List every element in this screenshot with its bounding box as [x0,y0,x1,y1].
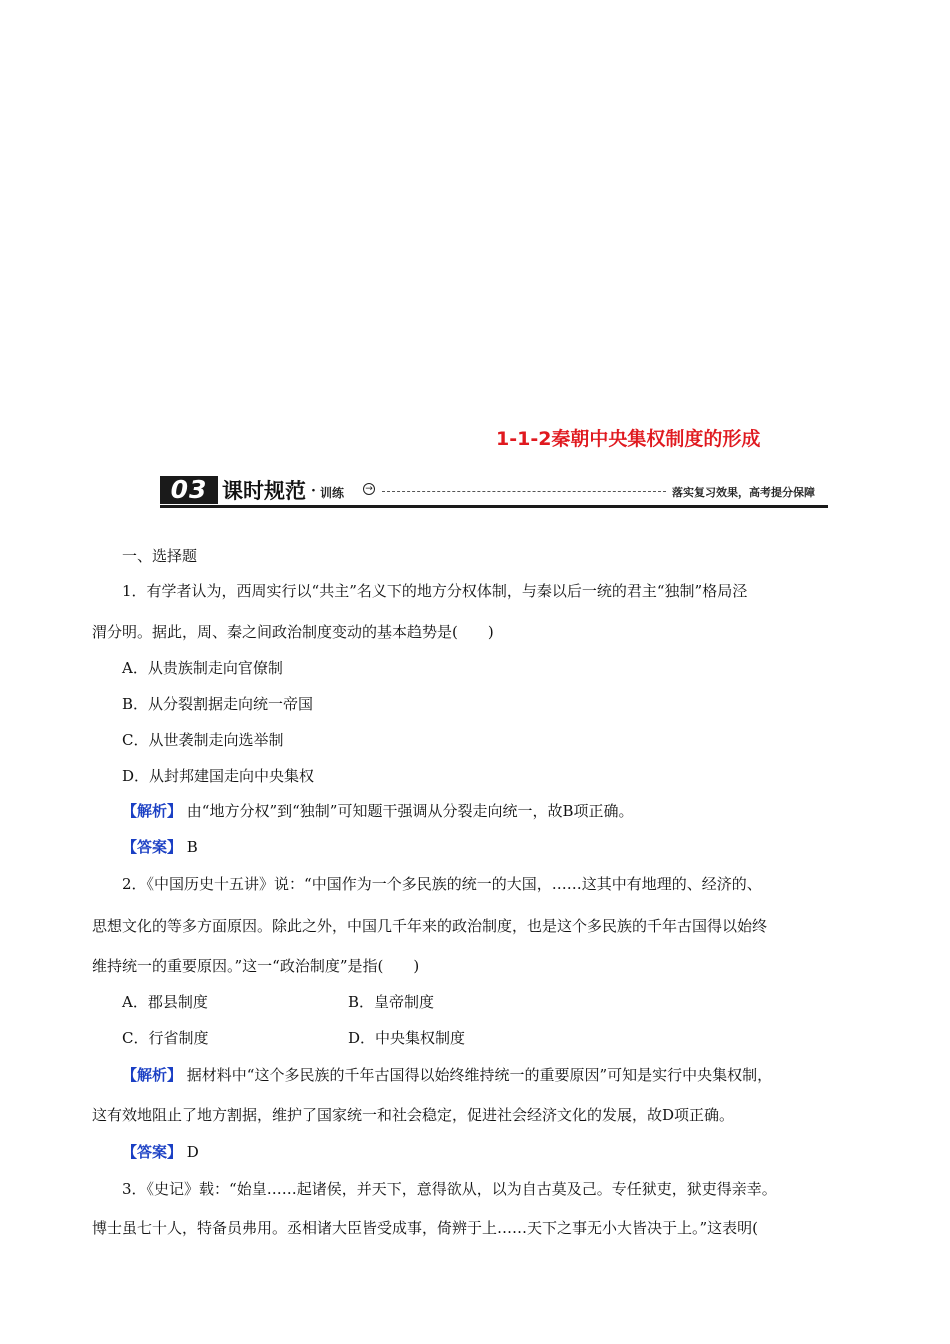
q1-stem-line2: 渭分明。据此，周、秦之间政治制度变动的基本趋势是( ) [92,623,494,641]
banner-slogan: 落实复习效果，高考提分保障 [672,486,815,499]
answer-tag: 【答案】 [122,838,183,856]
answer-tag: 【答案】 [122,1143,183,1161]
q1-answer [122,837,198,857]
q2-analysis-text: 据材料中“这个多民族的千年古国得以始终维持统一的重要原因”可知是实行中央集权制， [186,1066,773,1084]
q2-stem-line2: 思想文化的等多方面原因。除此之外，中国几千年来的政治制度，也是这个多民族的千年古国得以始终 [92,917,768,935]
banner-dashed-line [382,491,666,492]
q1-option-a: A．从贵族制走向官僚制 [122,659,283,677]
q1-analysis [122,801,634,821]
q2-option-d: D．中央集权制度 [348,1029,466,1047]
q2-stem-line1: 2．《中国历史十五讲》说：“中国作为一个多民族的统一的大国，……这其中有地理的、经济的、 [122,875,762,893]
q2-option-a: A．郡县制度 [122,993,208,1011]
q2-answer-text: D [186,1143,199,1161]
q2-analysis-line2: 这有效地阻止了地方割据，维护了国家统一和社会稳定，促进社会经济文化的发展，故D项正确。 [92,1106,735,1124]
q1-option-d: D．从封邦建国走向中央集权 [122,767,315,785]
arrow-circle-icon: → [363,483,375,495]
page-title: 1-1-2秦朝中央集权制度的形成 [496,428,761,450]
q1-analysis-text: 由“地方分权”到“独制”可知题干强调从分裂走向统一，故B项正确。 [186,802,634,820]
q1-stem-line1: 1．有学者认为，西周实行以“共主”名义下的地方分权体制，与秦以后一统的君主“独制”格局泾 [122,582,748,600]
q1-option-c: C．从世袭制走向选举制 [122,731,284,749]
banner-sub: 训练 [320,486,345,500]
q2-answer [122,1142,199,1162]
q2-option-c: C．行省制度 [122,1029,209,1047]
q3-stem-line1: 3．《史记》载：“始皇……起诸侯，并天下，意得欲从，以为自古莫及己。专任狱吏，狱吏得亲幸。 [122,1180,777,1198]
banner-rule [160,505,828,508]
q2-option-b: B．皇帝制度 [348,993,435,1011]
q1-answer-text: B [186,838,198,856]
banner-number: 03 [160,476,218,504]
q2-stem-line3: 维持统一的重要原因。”这一“政治制度”是指( ) [92,957,420,975]
q1-option-b: B．从分裂割据走向统一帝国 [122,695,314,713]
q3-stem-line2: 博士虽七十人，特备员弗用。丞相诸大臣皆受成事，倚辨于上……天下之事无小大皆决于上。”这表明( [92,1219,759,1237]
banner-dot: · [311,483,316,499]
analysis-tag: 【解析】 [122,1066,183,1084]
analysis-tag: 【解析】 [122,802,183,820]
q2-analysis-line1 [122,1065,772,1085]
section-heading: 一、选择题 [122,547,198,565]
section-banner [160,474,828,510]
banner-name: 课时规范 [222,479,306,503]
